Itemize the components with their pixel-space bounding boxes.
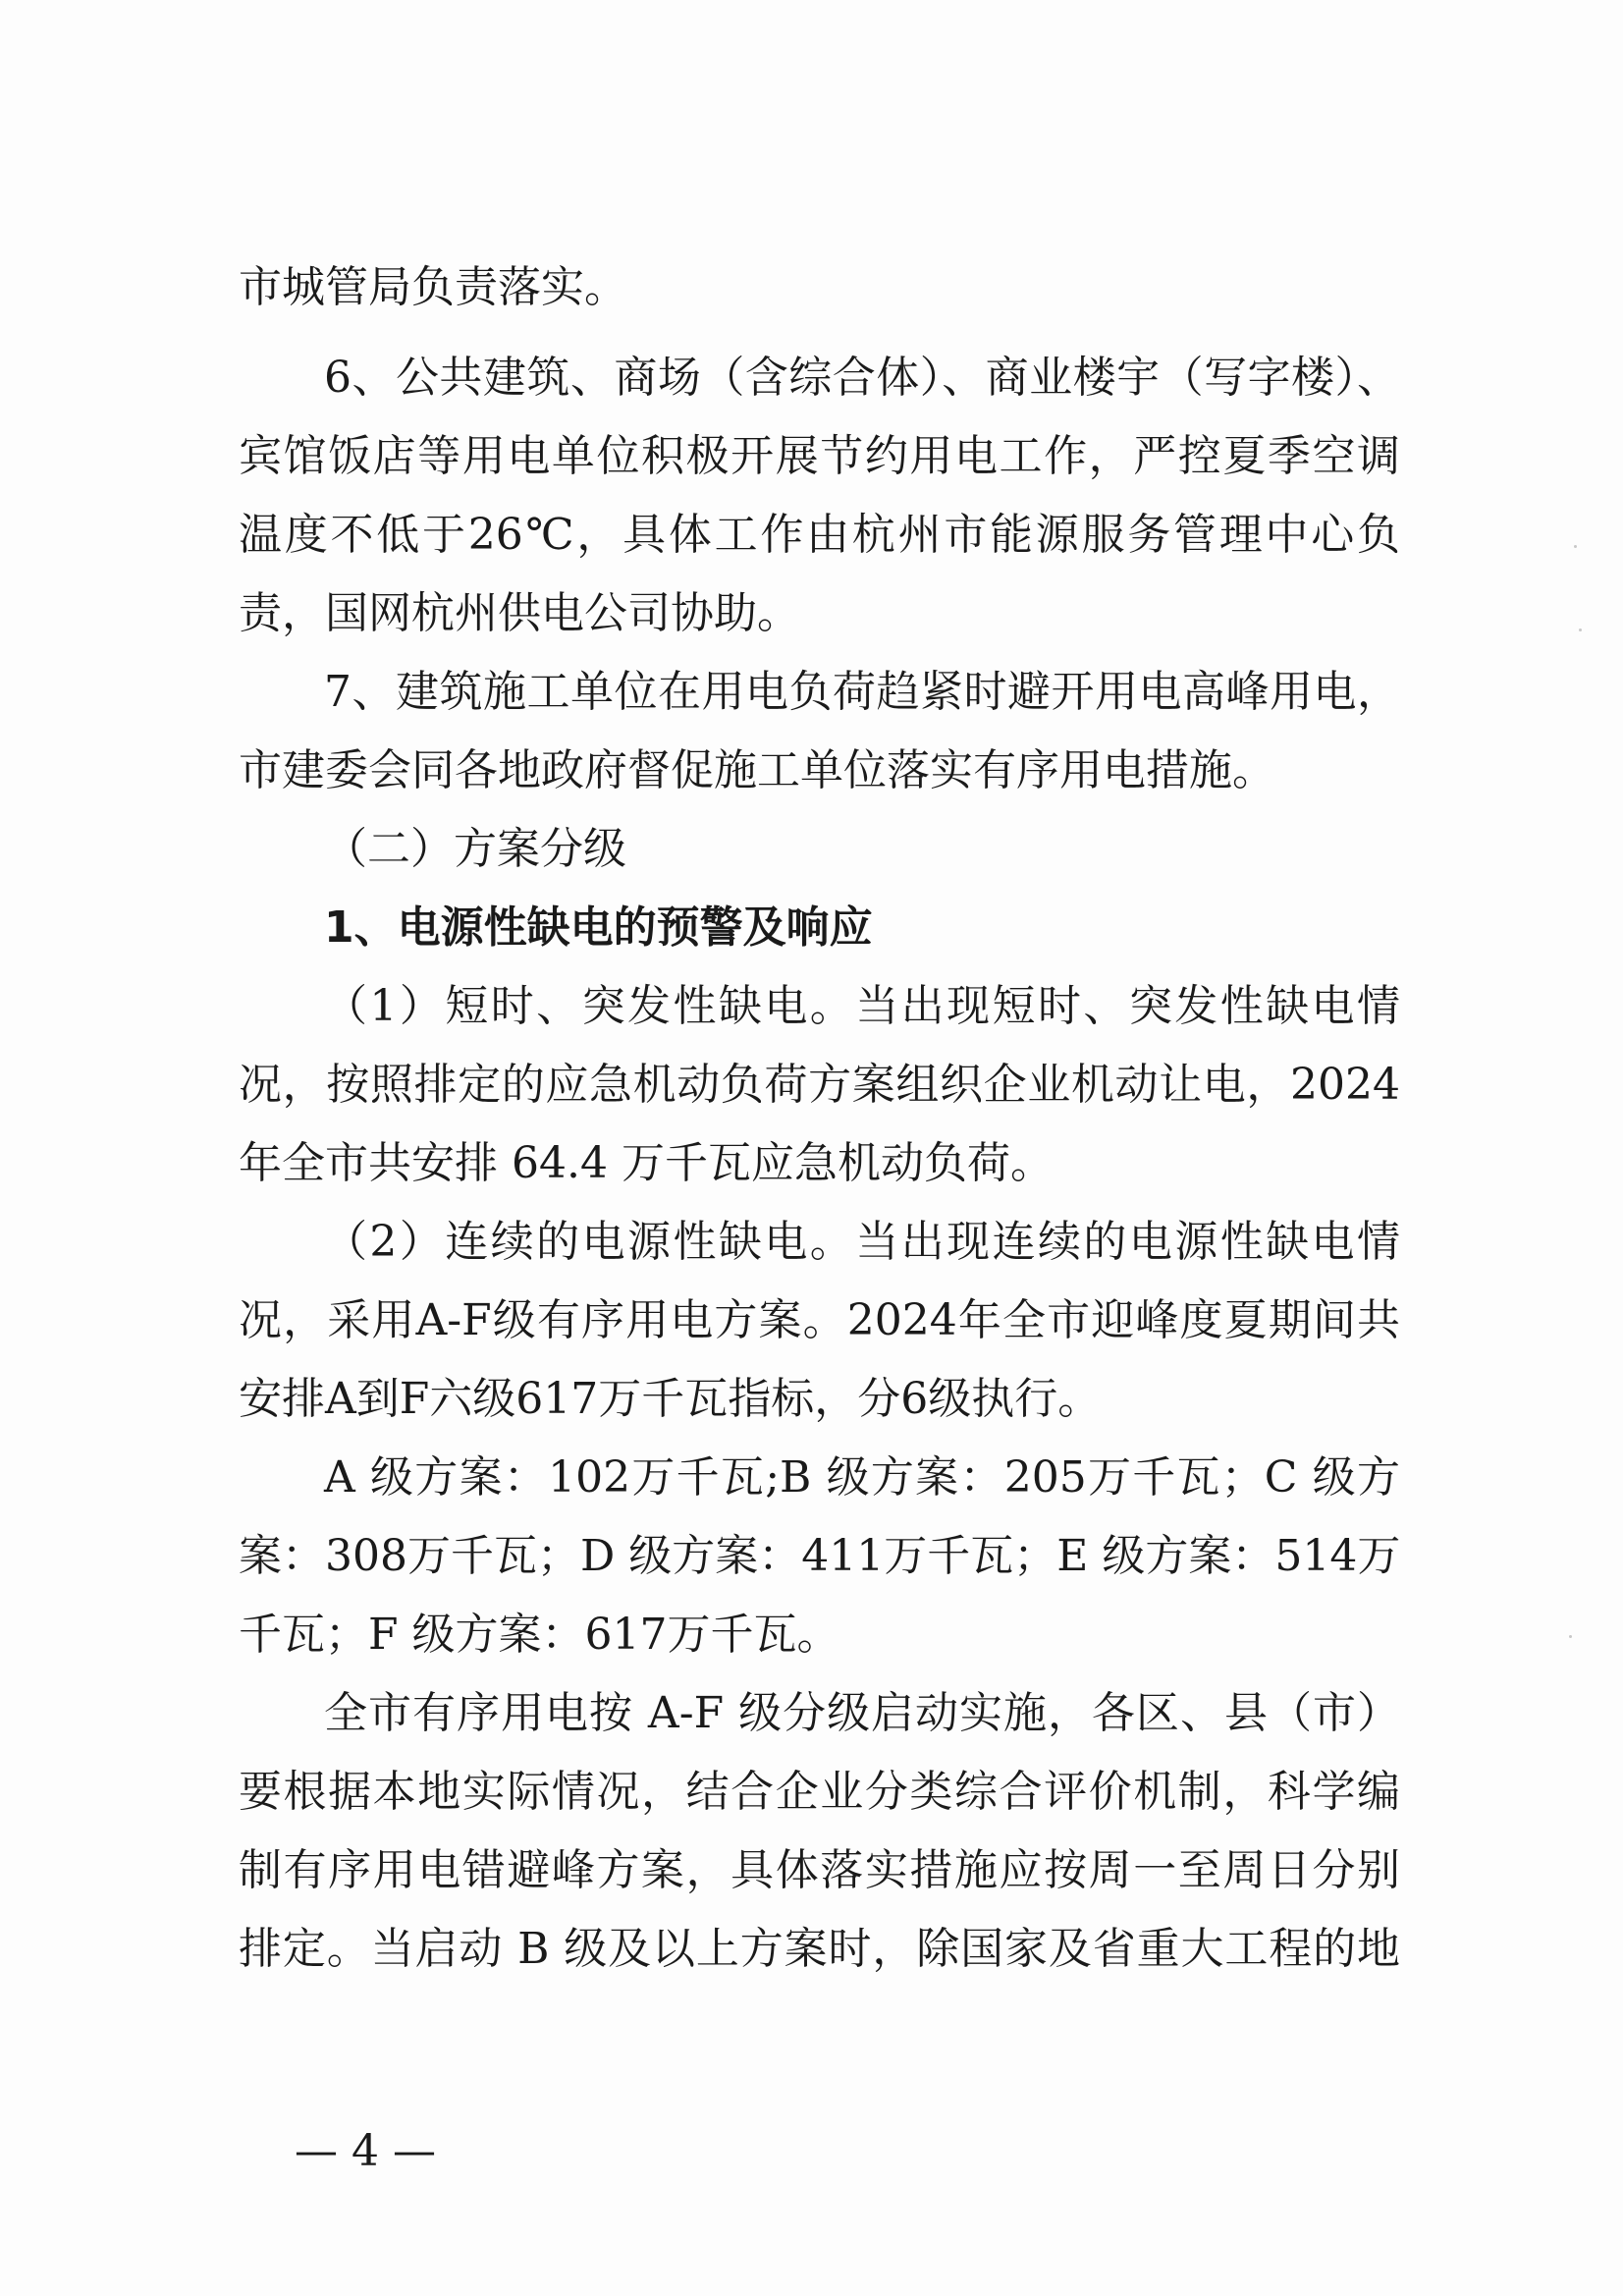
- text-line-1: 市城管局负责落实。: [239, 262, 627, 312]
- subsection-heading: 1、电源性缺电的预警及响应: [324, 902, 873, 953]
- text-line-10: （1）短时、突发性缺电。当出现短时、突发性缺电情: [324, 981, 1400, 1031]
- text-line-19: 全市有序用电按 A-F 级分级启动实施，各区、县（市）: [324, 1688, 1400, 1738]
- text-line-15: 安排A到F六级617万千瓦指标，分6级执行。: [239, 1374, 1102, 1424]
- text-line-22: 排定。当启动 B 级及以上方案时，除国家及省重大工程的地: [239, 1924, 1400, 1974]
- page-number: — 4 —: [295, 2126, 436, 2176]
- scan-speck: [1574, 545, 1577, 548]
- scan-speck: [1579, 629, 1582, 631]
- text-line-11: 况，按照排定的应急机动负荷方案组织企业机动让电，2024: [239, 1060, 1400, 1110]
- text-line-14: 况，采用A-F级有序用电方案。2024年全市迎峰度夏期间共: [239, 1295, 1400, 1345]
- text-line-2: 6、公共建筑、商场（含综合体）、商业楼宇（写字楼）、: [324, 353, 1400, 403]
- text-line-4: 温度不低于26℃，具体工作由杭州市能源服务管理中心负: [239, 510, 1400, 560]
- text-line-12: 年全市共安排 64.4 万千瓦应急机动负荷。: [239, 1138, 1054, 1188]
- text-line-20: 要根据本地实际情况，结合企业分类综合评价机制，科学编: [239, 1767, 1400, 1817]
- text-line-16: A 级方案：102万千瓦;B 级方案：205万千瓦；C 级方: [324, 1452, 1400, 1503]
- text-line-18: 千瓦；F 级方案：617万千瓦。: [239, 1610, 840, 1660]
- section-heading: （二）方案分级: [324, 824, 626, 874]
- text-line-3: 宾馆饭店等用电单位积极开展节约用电工作，严控夏季空调: [239, 431, 1400, 481]
- text-line-21: 制有序用电错避峰方案，具体落实措施应按周一至周日分别: [239, 1845, 1400, 1895]
- text-line-17: 案：308万千瓦；D 级方案：411万千瓦；E 级方案：514万: [239, 1531, 1401, 1581]
- text-line-7: 市建委会同各地政府督促施工单位落实有序用电措施。: [239, 745, 1275, 795]
- text-line-6: 7、建筑施工单位在用电负荷趋紧时避开用电高峰用电，: [324, 667, 1400, 717]
- text-line-13: （2）连续的电源性缺电。当出现连续的电源性缺电情: [324, 1217, 1400, 1267]
- scan-speck: [1569, 1635, 1572, 1638]
- text-line-5: 责，国网杭州供电公司协助。: [239, 588, 800, 638]
